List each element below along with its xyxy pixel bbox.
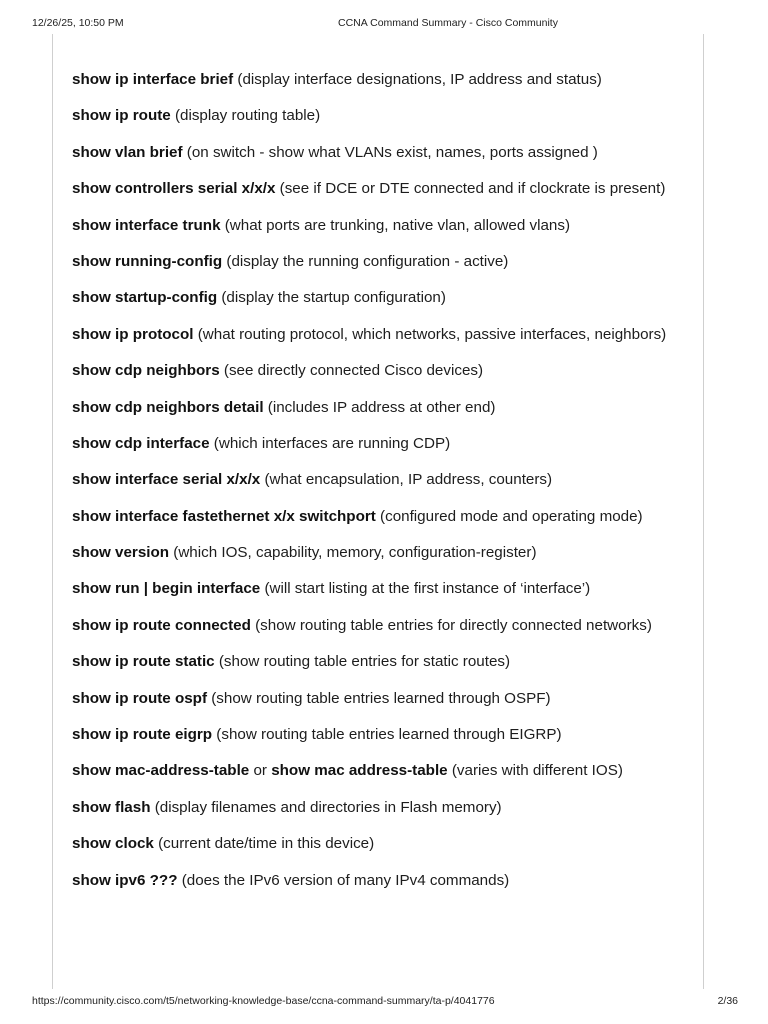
command-item (72, 397, 684, 419)
command-description: (current date/time in this device) (153, 835, 375, 853)
command-item (72, 833, 684, 855)
command-description: (includes IP address at other end) (263, 398, 496, 416)
command-name: show version (72, 544, 170, 562)
command-name: show flash (72, 798, 151, 816)
command-item (72, 651, 684, 673)
command-name: show cdp neighbors detail (72, 398, 264, 416)
command-name: show mac-address-table (72, 762, 250, 780)
command-item (72, 724, 684, 746)
command-item (72, 360, 684, 382)
print-datetime: 12/26/25, 10:50 PM (32, 17, 124, 29)
command-name: show ip protocol (72, 325, 194, 343)
command-item (72, 760, 684, 782)
command-item (72, 797, 684, 819)
command-name: show interface serial x/x/x (72, 471, 261, 489)
command-item (72, 324, 684, 346)
print-footer (0, 995, 768, 1009)
command-item (72, 69, 684, 91)
print-url: https://community.cisco.com/t5/networking-knowledge-base/ccna-command-summary/ta-p/4041776 (32, 995, 495, 1007)
command-description: (show routing table entries for static routes) (214, 653, 511, 671)
command-item (72, 506, 684, 528)
command-name: show controllers serial x/x/x (72, 180, 276, 198)
command-name: show ip interface brief (72, 71, 234, 88)
command-description: (which interfaces are running CDP) (209, 434, 451, 452)
print-page-number: 2/36 (717, 995, 738, 1007)
command-item (72, 469, 684, 491)
command-item (72, 178, 684, 200)
command-connector: or (249, 762, 272, 780)
command-description: (what routing protocol, which networks, passive interfaces, neighbors) (193, 325, 667, 343)
command-name: show cdp interface (72, 434, 210, 452)
command-description: (what ports are trunking, native vlan, allowed vlans) (220, 216, 571, 234)
command-item (72, 688, 684, 710)
command-name: show vlan brief (72, 143, 183, 161)
command-name: show clock (72, 835, 154, 853)
command-name: show interface trunk (72, 216, 221, 234)
command-description: (show routing table entries learned through OSPF) (207, 689, 551, 707)
command-description: (display the startup configuration) (217, 289, 446, 307)
command-description: (which IOS, capability, memory, configuration-register) (169, 544, 537, 562)
command-name: show ip route static (72, 653, 215, 671)
command-name: show running-config (72, 252, 223, 270)
command-name: show ipv6 ??? (72, 871, 178, 889)
command-item (72, 287, 684, 309)
command-description: (see if DCE or DTE connected and if clockrate is present) (275, 180, 666, 198)
command-description: (on switch - show what VLANs exist, names, ports assigned ) (182, 143, 598, 161)
print-page-title: CCNA Command Summary - Cisco Community (338, 17, 558, 29)
command-name: show ip route connected (72, 616, 251, 634)
command-name-alternate: show mac address-table (271, 762, 448, 780)
command-description: (display filenames and directories in Flash memory) (150, 798, 502, 816)
command-name: show run | begin interface (72, 580, 261, 598)
command-description: (show routing table entries learned through EIGRP) (212, 726, 562, 744)
command-description: (does the IPv6 version of many IPv4 commands) (177, 871, 510, 889)
print-header (0, 17, 768, 31)
command-item (72, 542, 684, 564)
command-name: show interface fastethernet x/x switchport (72, 507, 376, 525)
command-item (72, 142, 684, 164)
command-item (72, 215, 684, 237)
command-item (72, 105, 684, 127)
command-item (72, 578, 684, 600)
command-description: (display interface designations, IP address and status) (233, 71, 602, 88)
command-description: (configured mode and operating mode) (375, 507, 643, 525)
command-description: (see directly connected Cisco devices) (219, 362, 484, 380)
command-description: (display routing table) (170, 107, 321, 125)
command-description: (display the running configuration - active) (222, 252, 509, 270)
command-description: (varies with different IOS) (447, 762, 623, 780)
command-item (72, 870, 684, 892)
content-left-border (52, 34, 53, 989)
command-name: show startup-config (72, 289, 218, 307)
command-name: show ip route eigrp (72, 726, 213, 744)
command-description: (will start listing at the first instance of ‘interface’) (260, 580, 591, 598)
command-item (72, 615, 684, 637)
command-item (72, 433, 684, 455)
command-name: show cdp neighbors (72, 362, 220, 380)
command-name: show ip route ospf (72, 689, 207, 707)
command-description: (show routing table entries for directly connected networks) (250, 616, 652, 634)
command-item (72, 251, 684, 273)
content-right-border (703, 34, 704, 989)
command-list (72, 69, 684, 906)
command-name: show ip route (72, 107, 171, 125)
command-description: (what encapsulation, IP address, counters) (260, 471, 553, 489)
